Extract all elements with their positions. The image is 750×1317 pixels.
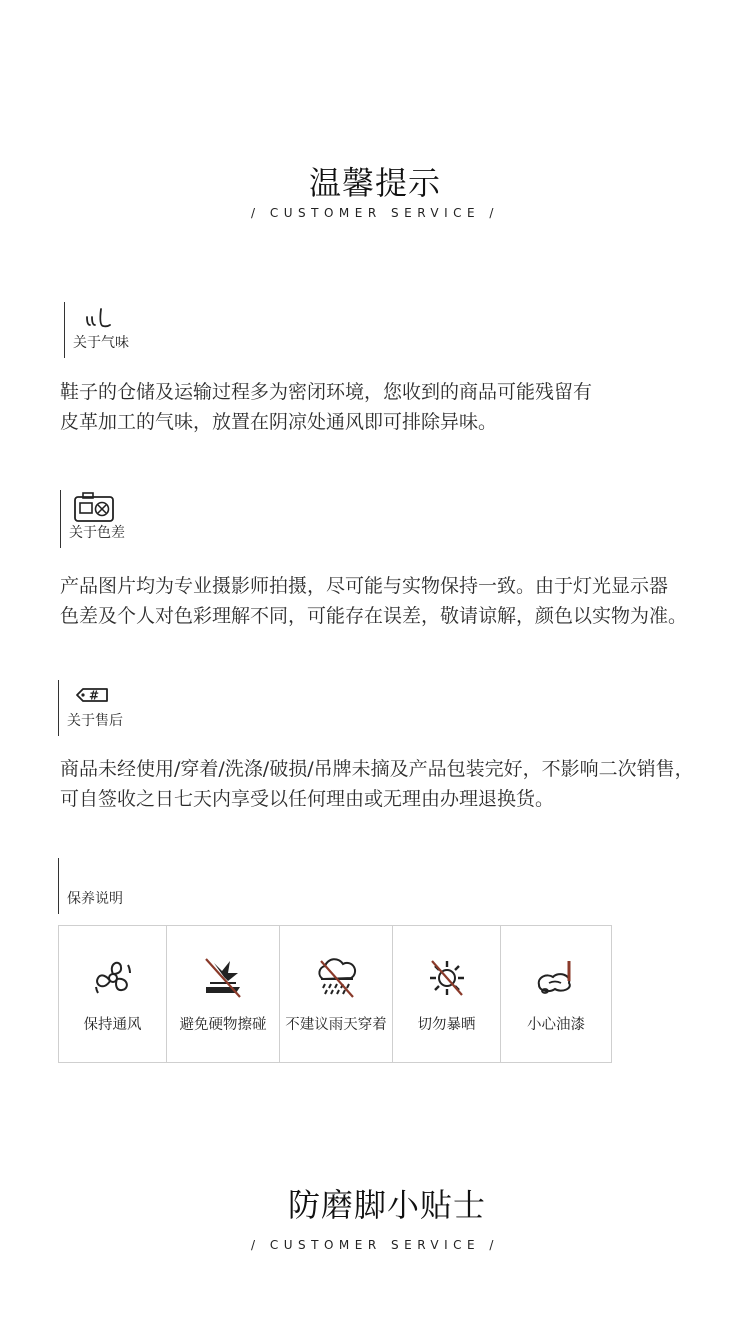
text-line: 色差及个人对色彩理解不同，可能存在误差，敬请谅解，颜色以实物为准。 — [60, 605, 688, 627]
care-item-label: 保持通风 — [83, 1016, 142, 1033]
care-label: 保养说明 — [67, 891, 123, 907]
section-color-label: 关于色差 — [69, 525, 125, 541]
section-subtitle-anti-chafe: / CUSTOMER SERVICE / — [251, 1238, 499, 1252]
section-aftersales-text — [60, 754, 740, 814]
no-bump-icon — [200, 955, 246, 1001]
care-item-no-sun — [393, 926, 501, 1062]
price-tag-icon — [67, 680, 123, 708]
care-item-avoid-bump — [167, 926, 280, 1062]
text-line: 可自签收之日七天内享受以任何理由或无理由办理退换货。 — [60, 788, 555, 810]
page-title: 温馨提示 — [308, 164, 441, 202]
section-title-anti-chafe: 防磨脚小贴士 — [287, 1186, 486, 1224]
care-icons-row — [58, 925, 612, 1063]
oil-paint-icon — [533, 955, 579, 1001]
care-item-label: 切勿暴晒 — [417, 1016, 476, 1033]
care-item-label: 避免硬物擦碰 — [179, 1016, 267, 1033]
section-color-text — [60, 571, 740, 631]
nose-icon — [73, 302, 129, 330]
text-line: 鞋子的仓储及运输过程多为密闭环境，您收到的商品可能残留有 — [60, 381, 593, 403]
no-rain-icon — [313, 955, 359, 1001]
fan-icon — [90, 955, 136, 1001]
no-sun-icon — [424, 955, 470, 1001]
care-item-ventilate — [59, 926, 167, 1062]
text-line: 产品图片均为专业摄影师拍摄，尽可能与实物保持一致。由于灯光显示器 — [60, 575, 669, 597]
text-line: 皮革加工的气味，放置在阴凉处通风即可排除异味。 — [60, 411, 498, 433]
section-smell-text — [60, 377, 740, 437]
text-line: 商品未经使用/穿着/洗涤/破损/吊牌未摘及产品包装完好，不影响二次销售， — [60, 758, 694, 780]
section-smell-header — [64, 302, 129, 358]
section-aftersales-label: 关于售后 — [67, 713, 123, 729]
section-smell-label: 关于气味 — [73, 335, 129, 351]
care-item-paint — [501, 926, 611, 1062]
svg-text:#: # — [89, 688, 100, 703]
care-item-label: 不建议雨天穿着 — [285, 1016, 387, 1033]
section-aftersales-header — [58, 680, 123, 736]
care-item-label: 小心油漆 — [527, 1016, 585, 1033]
page-subtitle: / CUSTOMER SERVICE / — [251, 206, 499, 220]
section-color-header — [60, 490, 125, 548]
care-header — [58, 858, 123, 914]
camera-icon — [69, 490, 125, 524]
care-item-no-rain — [280, 926, 393, 1062]
